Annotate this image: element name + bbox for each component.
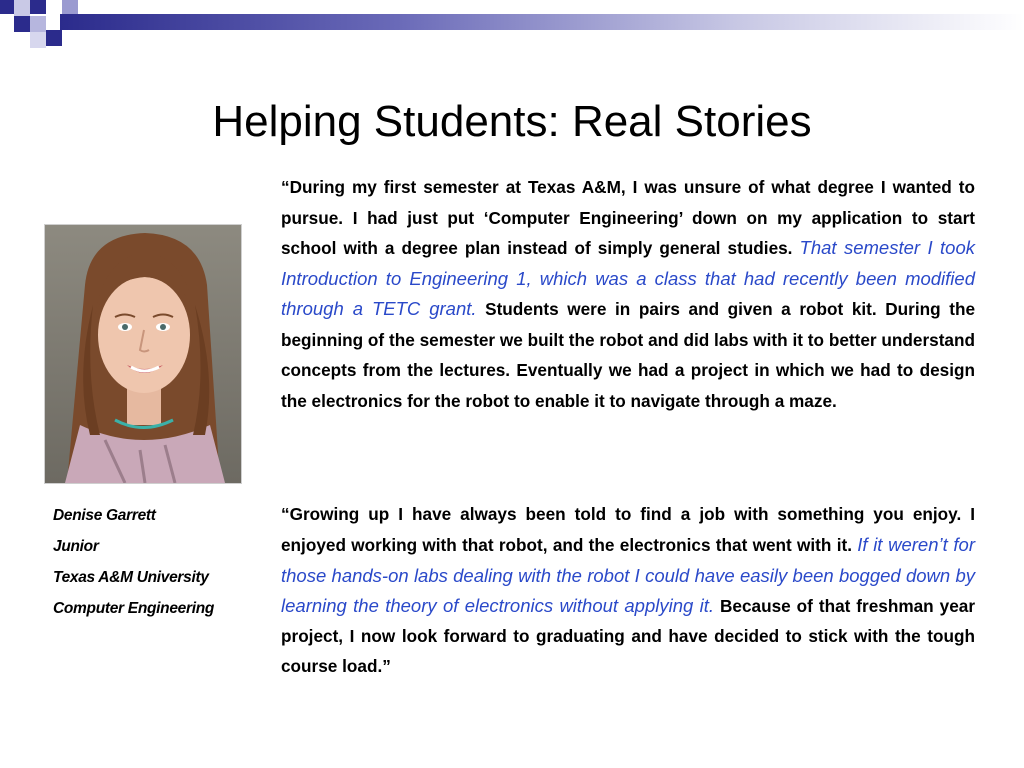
slide-title: Helping Students: Real Stories (212, 97, 812, 147)
decor-square (30, 0, 46, 14)
decor-square (14, 0, 30, 16)
student-year: Junior (53, 538, 99, 555)
student-major: Computer Engineering (53, 600, 215, 617)
quote2-text-b: Because of that freshman year project, I now look forward to graduating and have decided to stick with the tough course load.” (281, 596, 976, 676)
header-gradient-bar (60, 14, 1024, 30)
quote1-text-a: “During my first semester at Texas A&M, I was unsure of what degree I wanted to pursue. I had just put ‘Computer Engineering’ down on my application to start school with a degree plan instead of simply general studies. (281, 177, 975, 258)
quote1-text-b: Students were in pairs and given a robot kit. During the beginning of the semester we built the robot and did labs with it to better understand concepts from the lectures. Eventually we had a project in which we had to design the electronics for the robot to enable it to navigate through a maze. (281, 299, 975, 411)
decor-square (62, 0, 78, 14)
decor-square (30, 16, 46, 32)
quote2-text-a: “Growing up I have always been told to find a job with something you enjoy. I enjoyed working with that robot, and the electronics that went with it. (281, 504, 975, 555)
quote2-highlight: If it weren’t for those hands-on labs dealing with the robot I could have easily been bogged down by learning the theory of electronics without applying it. (281, 533, 975, 617)
student-caption (53, 505, 263, 629)
testimonial-paragraph-2 (281, 500, 975, 682)
testimonial-paragraph-1 (281, 172, 975, 416)
decor-square (46, 30, 62, 46)
student-school: Texas A&M University (53, 569, 209, 586)
decor-square (14, 16, 30, 32)
quote1-highlight: That semester I took Introduction to Engineering 1, which was a class that had recently been modified through a TETC grant. (281, 237, 976, 319)
student-name: Denise Garrett (53, 507, 156, 524)
decor-square (0, 0, 14, 14)
decor-square (30, 32, 46, 48)
student-photo (44, 224, 242, 484)
